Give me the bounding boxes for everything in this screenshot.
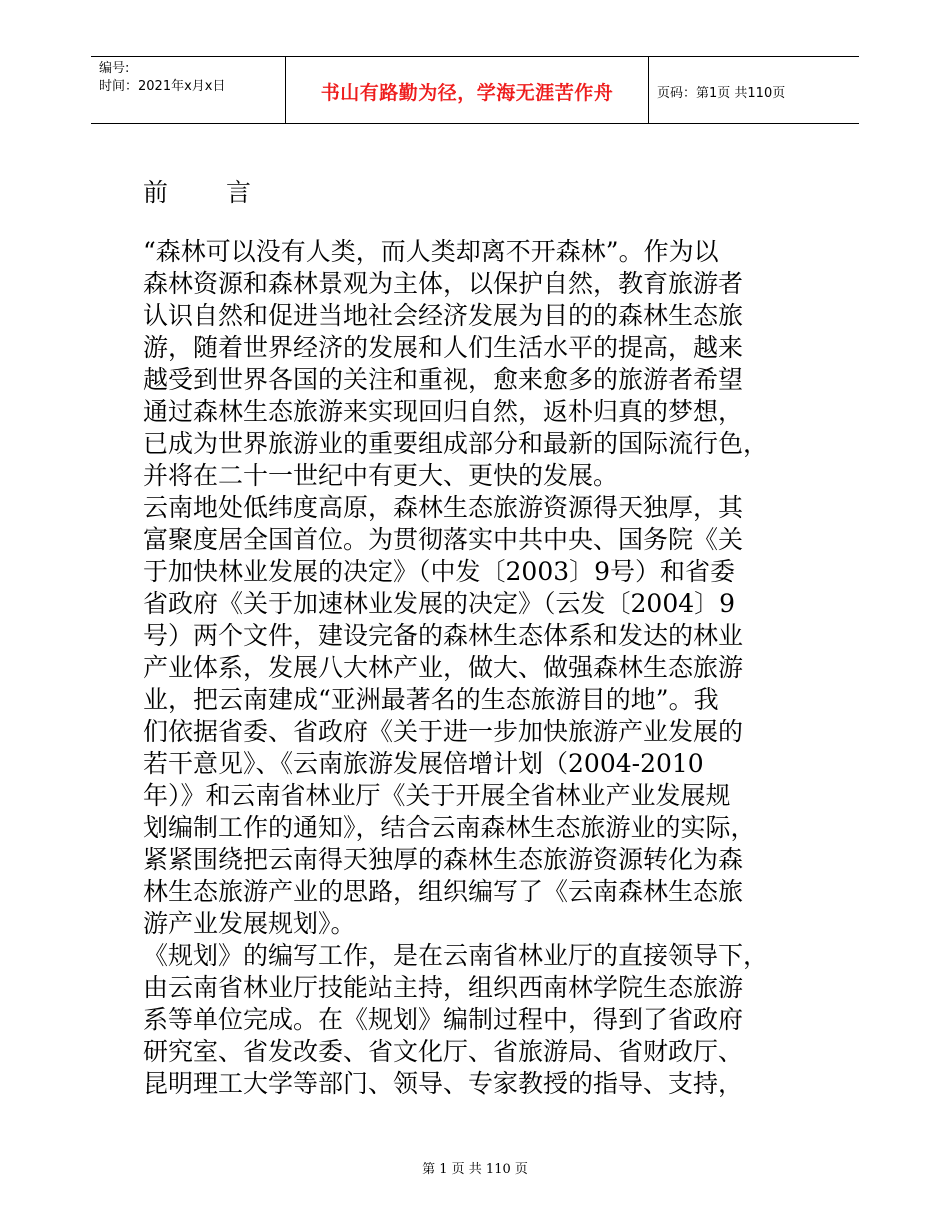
body-line: 产业体系，发展八大林产业，做大、做强森林生态旅游 <box>143 653 744 682</box>
body-line: 于加快林业发展的决定》（中发〔2003〕9号）和省委 <box>143 557 736 586</box>
body-line: 若干意见》、《云南旅游发展倍增计划（2004-2010 <box>143 749 704 778</box>
body-line: 已成为世界旅游业的重要组成部分和最新的国际流行色， <box>143 429 769 458</box>
body-line: 划编制工作的通知》，结合云南森林生态旅游业的实际， <box>143 813 756 842</box>
body-line: 富聚度居全国首位。为贯彻落实中共中央、国务院《关 <box>143 525 744 554</box>
body-line: 《规划》的编写工作，是在云南省林业厅的直接领导下， <box>143 941 769 970</box>
body-line: 研究室、省发改委、省文化厅、省旅游局、省财政厅、 <box>143 1037 744 1066</box>
page-footer: 第 1 页 共 110 页 <box>422 1162 528 1177</box>
body-line: 并将在二十一世纪中有更大、更快的发展。 <box>143 461 619 490</box>
section-title-right: 言 <box>226 178 252 207</box>
body-text <box>143 236 828 1100</box>
body-line: 森林资源和森林景观为主体，以保护自然，教育旅游者 <box>143 269 744 298</box>
section-title-left: 前 <box>143 178 169 207</box>
header-motto: 书山有路勤为径，学海无涯苦作舟 <box>320 81 614 104</box>
body-line: 林生态旅游产业的思路，组织编写了《云南森林生态旅 <box>143 877 744 906</box>
section-title <box>143 176 251 210</box>
body-line: 号）两个文件，建设完备的森林生态体系和发达的林业 <box>143 621 744 650</box>
page-header <box>91 56 859 124</box>
body-line: 昆明理工大学等部门、领导、专家教授的指导、支持， <box>143 1069 744 1098</box>
header-page-cell <box>649 57 859 123</box>
header-page-info: 页码：第1页 共110页 <box>657 85 786 101</box>
body-line: 省政府《关于加速林业发展的决定》（云发〔2004〕9 <box>143 589 736 618</box>
body-line: 业，把云南建成“亚洲最著名的生态旅游目的地”。我 <box>143 685 719 714</box>
body-line: 越受到世界各国的关注和重视，愈来愈多的旅游者希望 <box>143 365 744 394</box>
document-number-label: 编号: <box>99 61 130 76</box>
body-line: 们依据省委、省政府《关于进一步加快旅游产业发展的 <box>143 717 744 746</box>
body-line: “森林可以没有人类，而人类却离不开森林”。作为以 <box>143 237 719 266</box>
body-line: 紧紧围绕把云南得天独厚的森林生态旅游资源转化为森 <box>143 845 744 874</box>
document-time-label: 时间：2021年x月x日 <box>99 79 226 94</box>
body-line: 游，随着世界经济的发展和人们生活水平的提高，越来 <box>143 333 744 362</box>
body-line: 由云南省林业厅技能站主持，组织西南林学院生态旅游 <box>143 973 744 1002</box>
body-line: 认识自然和促进当地社会经济发展为目的的森林生态旅 <box>143 301 744 330</box>
body-line: 云南地处低纬度高原，森林生态旅游资源得天独厚，其 <box>143 493 744 522</box>
header-motto-cell <box>286 57 649 123</box>
body-line: 年）》和云南省林业厅《关于开展全省林业产业发展规 <box>143 781 731 810</box>
body-line: 游产业发展规划》。 <box>143 909 356 938</box>
body-line: 系等单位完成。在《规划》编制过程中，得到了省政府 <box>143 1005 744 1034</box>
header-meta-cell <box>91 57 286 123</box>
body-line: 通过森林生态旅游来实现回归自然，返朴归真的梦想， <box>143 397 744 426</box>
